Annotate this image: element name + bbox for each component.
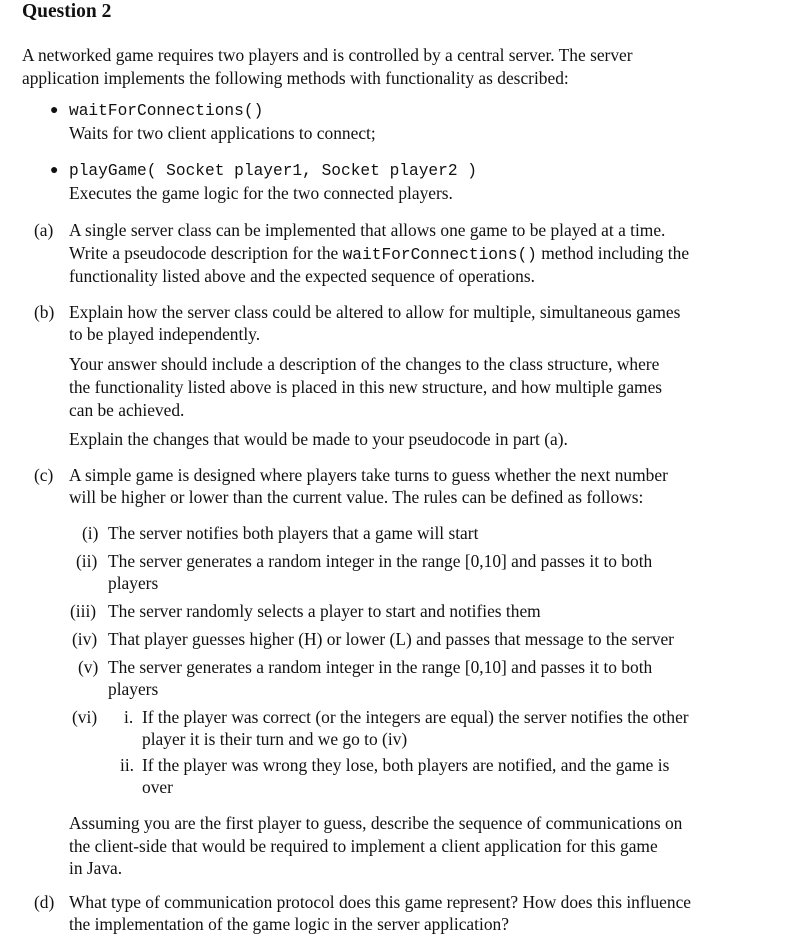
rule-text: The server notifies both players that a game will start bbox=[108, 523, 479, 543]
rule-text: players bbox=[108, 679, 159, 699]
rule-number: (v) bbox=[78, 657, 99, 677]
method-description: Executes the game logic for the two connected players. bbox=[69, 183, 453, 203]
intro-line: A networked game requires two players and is controlled by a central server. The server bbox=[22, 45, 633, 65]
rule-number: (iii) bbox=[70, 601, 97, 621]
intro-line: application implements the following methods with functionality as described: bbox=[22, 68, 569, 88]
part-b-line: the functionality listed above is placed in this new structure, and how multiple games bbox=[69, 377, 663, 397]
question-title: Question 2 bbox=[22, 1, 112, 22]
part-d-line: the implementation of the game logic in the server application? bbox=[69, 914, 509, 934]
part-b-line: Explain how the server class could be altered to allow for multiple, simultaneous games bbox=[69, 302, 681, 322]
part-c-closing: the client-side that would be required to implement a client application for this game bbox=[69, 836, 658, 856]
rule-text: players bbox=[108, 573, 159, 593]
rule-text: The server generates a random integer in the range [0,10] and passes it to both bbox=[108, 551, 653, 571]
part-a-line bbox=[69, 242, 689, 267]
part-b-line: to be played independently. bbox=[69, 324, 261, 344]
rule-number: (i) bbox=[82, 523, 99, 543]
subrule-text: If the player was correct (or the integers are equal) the server notifies the other bbox=[142, 707, 689, 727]
subrule-number: i. bbox=[124, 707, 134, 727]
rule-text: The server generates a random integer in the range [0,10] and passes it to both bbox=[108, 657, 653, 677]
part-b-line: Explain the changes that would be made to your pseudocode in part (a). bbox=[69, 429, 568, 449]
bullet-icon: ● bbox=[50, 103, 59, 118]
rule-number: (iv) bbox=[72, 629, 98, 649]
part-label: (b) bbox=[34, 302, 55, 322]
bullet-icon: ● bbox=[50, 163, 59, 178]
rule-text: The server randomly selects a player to start and notifies them bbox=[108, 601, 541, 621]
part-a-line: A single server class can be implemented that allows one game to be played at a time. bbox=[69, 220, 666, 240]
part-label: (a) bbox=[34, 220, 54, 240]
part-c-line: A simple game is designed where players take turns to guess whether the next number bbox=[69, 465, 668, 485]
subrule-text: player it is their turn and we go to (iv) bbox=[142, 729, 408, 749]
part-c-closing: in Java. bbox=[69, 858, 123, 878]
part-a-text: method including the bbox=[536, 243, 690, 263]
part-d-line: What type of communication protocol does this game represent? How does this influence bbox=[69, 892, 692, 912]
rule-text: That player guesses higher (H) or lower (L) and passes that message to the server bbox=[108, 629, 674, 649]
method-signature: waitForConnections() bbox=[69, 102, 264, 120]
subrule-number: ii. bbox=[120, 755, 135, 775]
part-a-line: functionality listed above and the expected sequence of operations. bbox=[69, 266, 535, 286]
rule-number: (ii) bbox=[76, 551, 98, 571]
part-c-line: will be higher or lower than the current value. The rules can be defined as follows: bbox=[69, 487, 644, 507]
method-signature: playGame( Socket player1, Socket player2 ) bbox=[69, 162, 477, 180]
rule-number: (vi) bbox=[72, 707, 98, 727]
method-reference: waitForConnections() bbox=[342, 246, 537, 264]
method-description: Waits for two client applications to connect; bbox=[69, 123, 376, 143]
part-label: (c) bbox=[34, 465, 54, 485]
part-a-text: Write a pseudocode description for the bbox=[69, 243, 343, 263]
part-c-closing: Assuming you are the first player to guess, describe the sequence of communications on bbox=[69, 813, 683, 833]
part-label: (d) bbox=[34, 892, 55, 912]
subrule-text: over bbox=[142, 777, 173, 797]
subrule-text: If the player was wrong they lose, both players are notified, and the game is bbox=[142, 755, 670, 775]
part-b-line: can be achieved. bbox=[69, 400, 185, 420]
part-b-line: Your answer should include a description of the changes to the class structure, where bbox=[69, 354, 660, 374]
